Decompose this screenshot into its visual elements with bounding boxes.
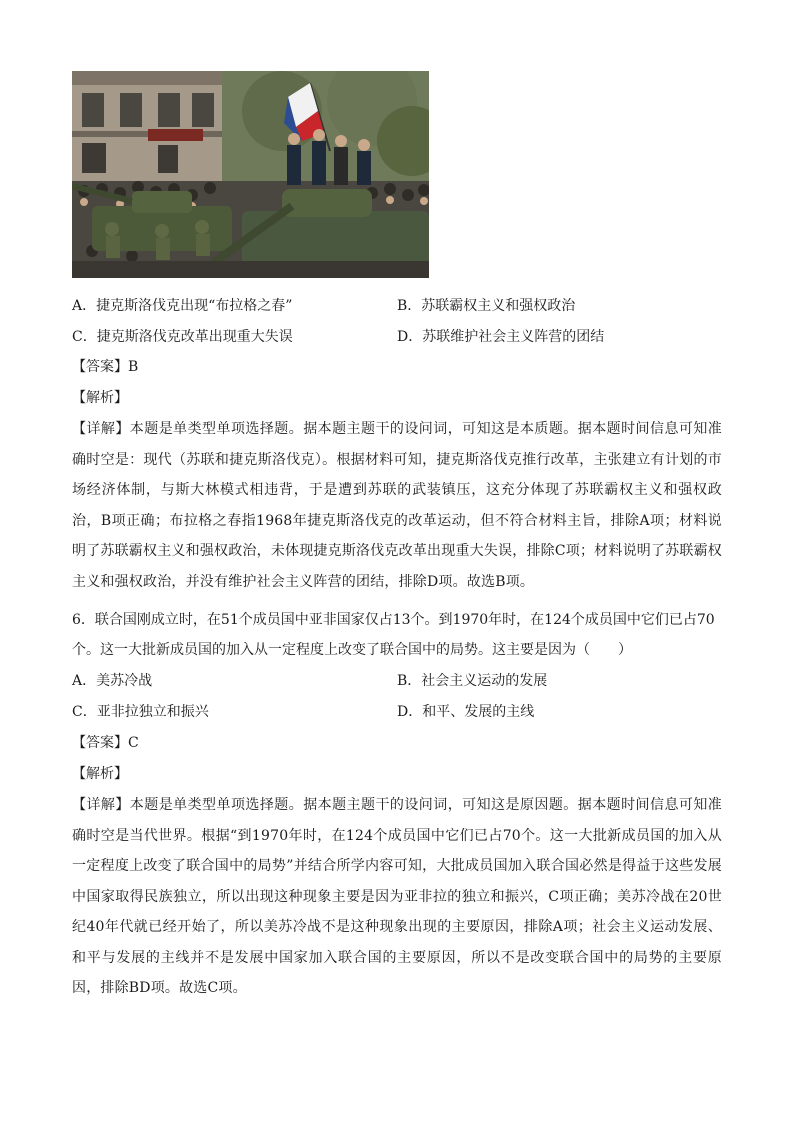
q6-option-b: B．社会主义运动的发展 bbox=[397, 673, 548, 689]
q6-detail: 【详解】本题是单类型单项选择题。据本题主题干的设问词，可知这是原因题。据本题时间信息可知准确时空是当代世界。根据“到1970年时，在124个成员国中它们已占70个。这一大批新成员国的加入从一定程度上改变了联合国中的局势”并结合所学内容可知，大批成员国加入联合国必然是得益于这些发展中国家取得民族独立，所以出现这种现象主要是因为亚非拉的独立和振兴，C项正确；美苏冷战在20世纪40年代就已经开始了，所以美苏冷战不是这种现象出现的主要原因，排除A项；社会主义运动发展、和平与发展的主线并不是发展中国家加入联合国的主要原因，所以不是改变联合国中的局势的主要原因，排除BD项。故选C项。 bbox=[72, 797, 722, 996]
q5-option-b: B．苏联霸权主义和强权政治 bbox=[397, 298, 576, 314]
q5-option-d: D．苏联维护社会主义阵营的团结 bbox=[397, 329, 605, 345]
historical-photo bbox=[72, 71, 429, 278]
q5-detail: 【详解】本题是单类型单项选择题。据本题主题干的设问词，可知这是本质题。据本题时间信息可知准确时空是：现代（苏联和捷克斯洛伐克）。根据材料可知，捷克斯洛伐克推行改革，主张建立有计划的市场经济体制，与斯大林模式相违背，于是遭到苏联的武装镇压，这充分体现了苏联霸权主义和强权政治，B项正确；布拉格之春指1968年捷克斯洛伐克的改革运动，但不符合材料主旨，排除A项；材料说明了苏联霸权主义和强权政治，未体现捷克斯洛伐克改革出现重大失误，排除C项；材料说明了苏联霸权主义和强权政治，并没有维护社会主义阵营的团结，排除D项。故选B项。 bbox=[72, 421, 722, 590]
q6-answer: 【答案】C bbox=[72, 735, 139, 751]
q6-stem-line1: 6．联合国刚成立时，在51个成员国中亚非国家仅占13个。到1970年时，在124个成员国中它们已占70 bbox=[72, 612, 715, 628]
q6-analysis-label: 【解析】 bbox=[72, 766, 128, 782]
q6-option-a: A．美苏冷战 bbox=[72, 673, 153, 689]
q6-stem-line2: 个。这一大批新成员国的加入从一定程度上改变了联合国中的局势。这主要是因为（ ） bbox=[72, 642, 632, 658]
photo-illustration bbox=[72, 71, 429, 278]
q5-option-a: A．捷克斯洛伐克出现“布拉格之春” bbox=[72, 298, 293, 314]
q6-option-c: C．亚非拉独立和振兴 bbox=[72, 704, 209, 720]
q6-option-d: D．和平、发展的主线 bbox=[397, 704, 535, 720]
q5-option-c: C．捷克斯洛伐克改革出现重大失误 bbox=[72, 329, 293, 345]
q5-analysis-label: 【解析】 bbox=[72, 390, 128, 406]
q5-answer: 【答案】B bbox=[72, 359, 139, 375]
